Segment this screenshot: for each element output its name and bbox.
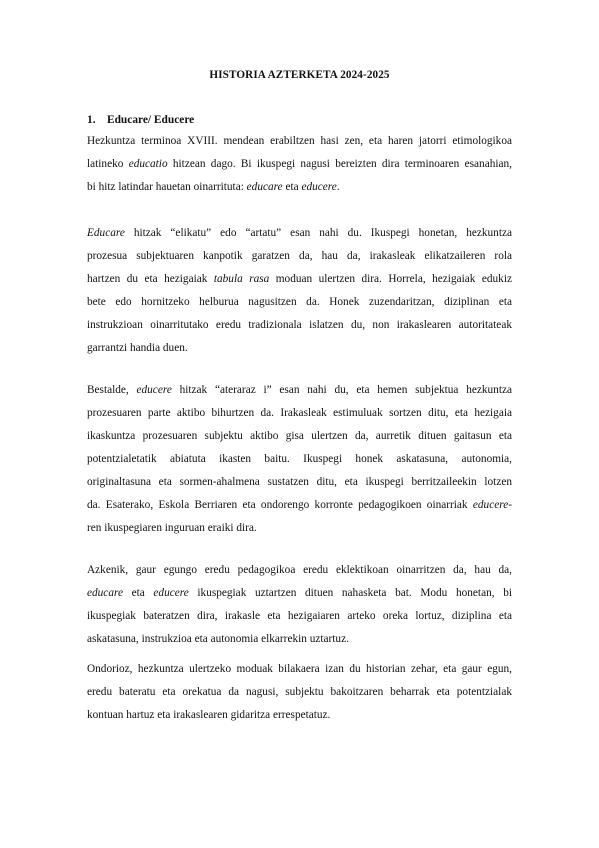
text-line [87,245,512,268]
text-run: hitzak “elikatu” edo “artatu” esan nahi du. Ikuspegi honetan, hezkuntza [124,227,512,239]
text-run: prozesua subjektuaren kanpotik garatzen da, hau da, irakasleak elikatzaileren rola [87,250,512,262]
text-line [87,425,512,448]
text-run: hitzak “ateraraz i” esan nahi du, eta hemen subjektua hezkuntza [171,384,512,396]
italic-term: educere [136,384,172,396]
text-line [87,494,512,517]
italic-term: educere [301,181,337,193]
text-run: Azkenik, gaur egungo eredu pedagogikoa eredu eklektikoan oinarritzen da, hau da, [87,564,512,576]
text-run: eredu bateratu eta orekatua da nagusi, subjektu bakoitzaren beharrak eta potentzialak [87,686,512,698]
text-line [87,605,512,628]
text-line [87,559,512,582]
text-run: prozesuaren parte aktibo bihurtzen da. Irakasleak estimuluak sortzen ditu, eta hezigaia [87,407,512,419]
text-run: bete edo hornitzeko helburua nagusitzen da. Honek zuzendaritzan, diziplinan eta [87,296,512,308]
text-line [87,130,512,153]
text-run: latineko [87,158,129,170]
italic-term: educere [472,499,509,511]
text-line [87,471,512,494]
text-run: ren ikuspegiaren inguruan eraiki dira. [87,522,257,534]
text-line [87,628,512,651]
document-title: HISTORIA AZTERKETA 2024-2025 [209,69,390,81]
text-run: ikuspegiak bateratzen dira, irakasle eta hezigaiaren arteko oreka lortuz, diziplina eta [87,610,512,622]
text-run: ikaskuntza prozesuaren subjektu aktibo gisa ulertzen da, aurretik dituen gaitasun eta [87,430,512,442]
section-title: Educare/ Educere [107,114,195,126]
text-run: hitzean dago. Bi ikuspegi nagusi bereizten dira terminoaren esanahian, [167,158,512,170]
text-line [87,402,512,425]
text-line [87,153,512,176]
text-run: eta [122,587,154,599]
text-line [87,314,512,337]
paragraph-5 [87,658,512,727]
text-line [87,582,512,605]
text-run: Hezkuntza terminoa XVIII. mendean erabiltzen hasi zen, eta haren jatorri etimologikoa [87,135,512,147]
text-run: hartzen du eta hezigaiak [87,273,214,285]
text-run: askatasuna, instrukzioa eta autonomia elkarrekin uztartuz. [87,633,349,645]
paragraph-4 [87,559,512,651]
italic-term: tabula rasa [213,273,270,285]
italic-term: educare [246,181,283,193]
text-line [87,222,512,245]
text-run: bi hitz latindar hauetan oinarrituta: [87,181,247,193]
text-run: garrantzi handia duen. [87,342,188,354]
text-run: originaltasuna eta sormen-ahalmena sustatzen ditu, eta ikuspegi berritzaileekin lotzen [87,476,512,488]
text-run: - [508,499,512,511]
text-line [87,379,512,402]
text-run: potentzialetatik abiatuta ikasten baitu. Ikuspegi honek askatasuna, autonomia, [87,453,512,465]
text-line [87,448,512,471]
paragraph-1 [87,130,512,199]
paragraph-2 [87,222,512,360]
text-run: . [336,181,340,193]
italic-term: educere [153,587,189,599]
text-line [87,658,512,681]
text-run: da. Esaterako, Eskola Berriaren eta ondorengo korronte pedagogikoen oinarriak [87,499,473,511]
text-run: kontuan hartuz eta irakaslearen gidaritza errespetatuz. [87,709,331,721]
italic-term: educare [87,587,123,599]
text-run: eta [282,181,302,193]
text-run: Bestalde, [87,384,137,396]
text-run: instrukzioan oinarritutako eredu tradizionala islatzen du, non irakaslearen autoritateak [87,319,512,331]
text-line [87,337,512,360]
text-line [87,704,512,727]
text-line [87,176,512,199]
text-run: moduan ulertzen dira. Horrela, hezigaiak edukiz [269,273,512,285]
text-line [87,291,512,314]
text-run: Ondorioz, hezkuntza ulertzeko moduak bilakaera izan du historian zehar, eta gaur egun, [87,663,512,675]
text-line [87,268,512,291]
paragraph-3 [87,379,512,540]
italic-term: educatio [128,158,168,170]
text-line [87,517,512,540]
text-line [87,681,512,704]
italic-term: Educare [87,227,125,239]
section-number: 1. [87,114,96,126]
text-run: ikuspegiak uztartzen dituen nahasketa bat. Modu honetan, bi [188,587,512,599]
section-heading [87,114,194,126]
